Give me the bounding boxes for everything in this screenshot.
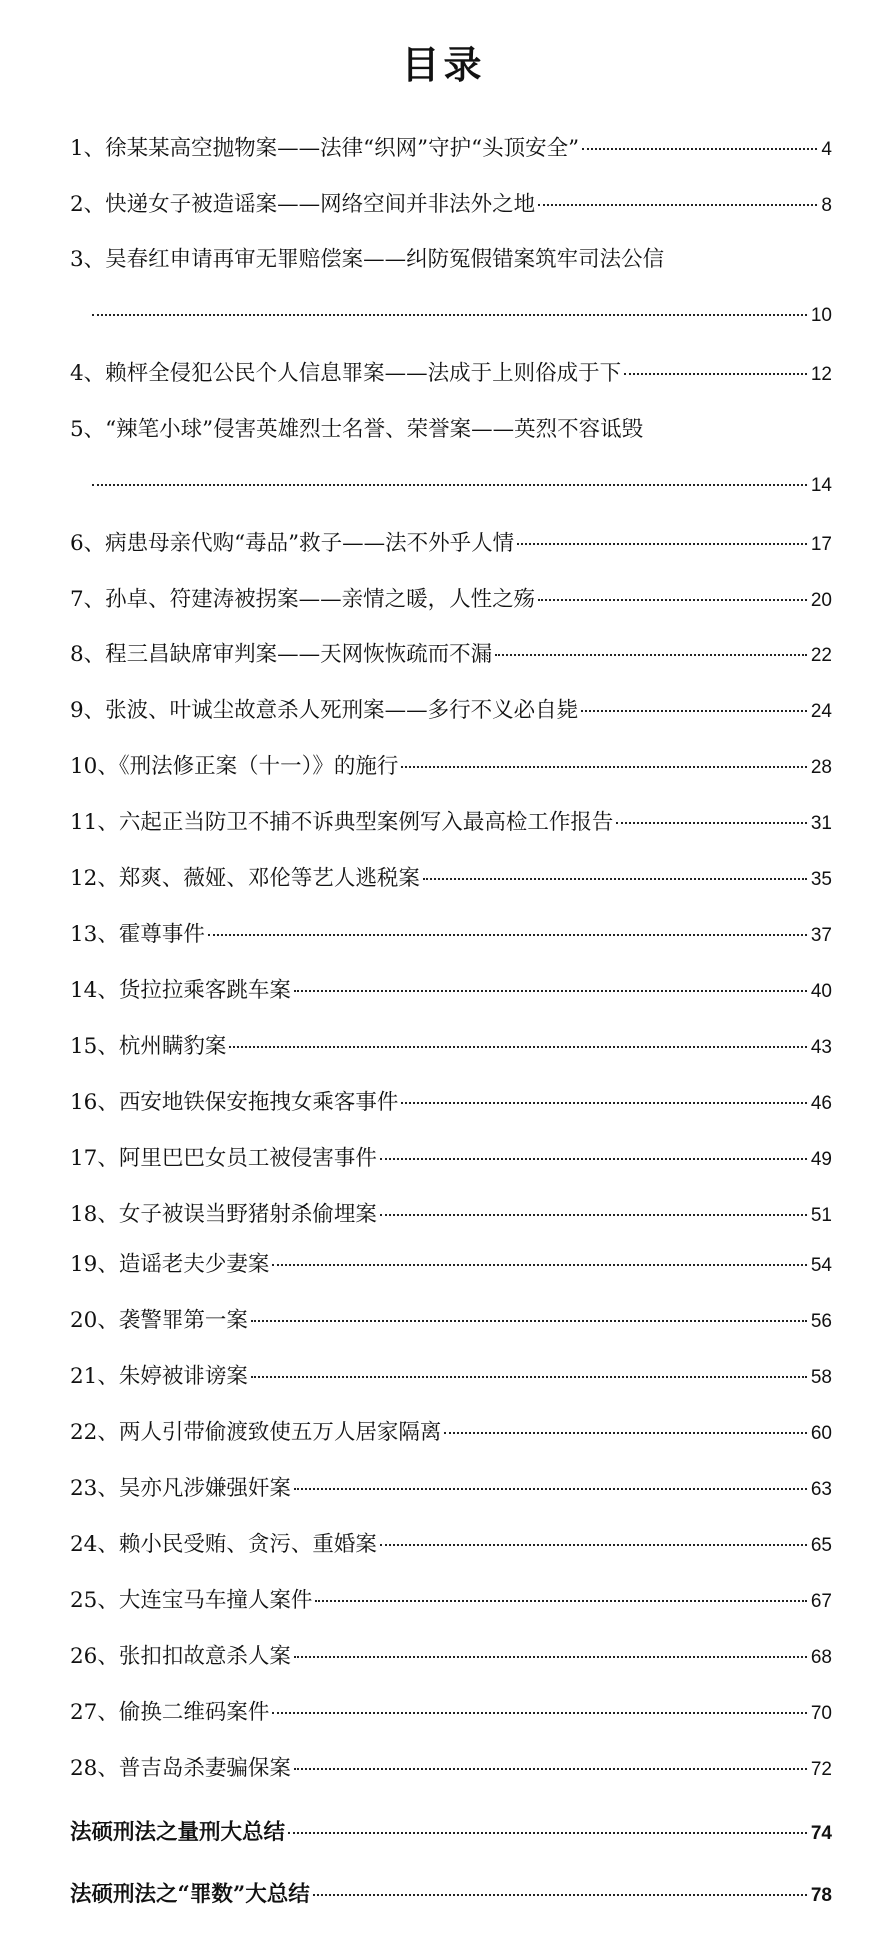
toc-entry-text: 4、赖枰全侵犯公民个人信息罪案——法成于上则俗成于下 bbox=[70, 361, 622, 386]
dot-leader bbox=[251, 1320, 807, 1322]
toc-entry[interactable] bbox=[70, 976, 832, 1007]
toc-entry-page: 58 bbox=[810, 1367, 832, 1388]
toc-entry[interactable] bbox=[70, 1250, 832, 1281]
toc-entry[interactable] bbox=[70, 529, 832, 560]
toc-entry-page: 28 bbox=[810, 757, 832, 778]
toc-entry-page: 17 bbox=[810, 534, 832, 555]
dot-leader bbox=[444, 1432, 806, 1434]
toc-entry-page: 40 bbox=[810, 981, 832, 1002]
dot-leader bbox=[294, 1656, 807, 1658]
dot-leader bbox=[538, 599, 807, 601]
toc-entry[interactable] bbox=[70, 1200, 832, 1231]
toc-entry-text: 10、《刑法修正案（十一）》的施行 bbox=[70, 754, 399, 779]
toc-entry[interactable] bbox=[70, 1698, 832, 1729]
toc-summary-text: 法硕刑法之“罪数”大总结 bbox=[70, 1882, 310, 1907]
toc-entry-page: 68 bbox=[810, 1647, 832, 1668]
toc-entry-page: 46 bbox=[810, 1093, 832, 1114]
toc-entry-text: 19、造谣老夫少妻案 bbox=[70, 1252, 270, 1277]
dot-leader bbox=[616, 822, 806, 824]
page-title: 目录 bbox=[401, 42, 486, 87]
toc-entry-text: 27、偷换二维码案件 bbox=[70, 1700, 270, 1725]
dot-leader bbox=[92, 484, 807, 486]
toc-entry[interactable] bbox=[70, 245, 832, 331]
toc-entry[interactable] bbox=[70, 1032, 832, 1063]
dot-leader bbox=[401, 766, 806, 768]
toc-summary-page: 78 bbox=[810, 1885, 832, 1906]
toc-entry-text: 16、西安地铁保安拖拽女乘客事件 bbox=[70, 1090, 399, 1115]
toc-entry-page: 54 bbox=[810, 1255, 832, 1276]
dot-leader bbox=[92, 314, 807, 316]
toc-summary-text: 法硕刑法之量刑大总结 bbox=[70, 1820, 286, 1845]
dot-leader bbox=[315, 1600, 807, 1602]
toc-entry-text: 8、程三昌缺席审判案——天网恢恢疏而不漏 bbox=[70, 642, 493, 667]
toc-entry[interactable] bbox=[70, 1306, 832, 1337]
toc-entry[interactable] bbox=[70, 640, 832, 671]
toc-entry[interactable] bbox=[70, 696, 832, 727]
dot-leader bbox=[288, 1832, 807, 1834]
toc-entry[interactable] bbox=[70, 864, 832, 895]
dot-leader bbox=[581, 710, 807, 712]
toc-entry[interactable] bbox=[70, 920, 832, 951]
dot-leader bbox=[423, 878, 807, 880]
toc-entry[interactable] bbox=[70, 585, 832, 616]
toc-entry-text: 24、赖小民受贿、贪污、重婚案 bbox=[70, 1532, 377, 1557]
dot-leader bbox=[294, 1768, 807, 1770]
dot-leader bbox=[251, 1376, 807, 1378]
toc-entry[interactable] bbox=[70, 808, 832, 839]
toc-entry-text: 3、吴春红申请再审无罪赔偿案——纠防冤假错案筑牢司法公信 bbox=[70, 247, 665, 272]
dot-leader bbox=[208, 934, 807, 936]
dot-leader bbox=[401, 1102, 806, 1104]
toc-entry-page: 72 bbox=[810, 1759, 832, 1780]
toc-summary-entry[interactable] bbox=[70, 1880, 832, 1911]
dot-leader bbox=[313, 1894, 807, 1896]
dot-leader bbox=[272, 1712, 807, 1714]
toc-entry-page: 10 bbox=[810, 305, 832, 326]
toc-entry-page: 22 bbox=[810, 645, 832, 666]
toc-entry-text: 26、张扣扣故意杀人案 bbox=[70, 1644, 291, 1669]
toc-entry-text: 14、货拉拉乘客跳车案 bbox=[70, 978, 291, 1003]
toc-entry[interactable] bbox=[70, 1586, 832, 1617]
toc-entry[interactable] bbox=[70, 1418, 832, 1449]
toc-entry-text: 13、霍尊事件 bbox=[70, 922, 205, 947]
dot-leader bbox=[229, 1046, 807, 1048]
toc-entry-text: 11、六起正当防卫不捕不诉典型案例写入最高检工作报告 bbox=[70, 810, 614, 835]
toc-entry-text: 20、袭警罪第一案 bbox=[70, 1308, 248, 1333]
toc-entry-text: 7、孙卓、符建涛被拐案——亲情之暖，人性之殇 bbox=[70, 587, 536, 612]
toc-entry-text: 6、病患母亲代购“毒品”救子——法不外乎人情 bbox=[70, 531, 515, 556]
toc-entry-page: 31 bbox=[810, 813, 832, 834]
toc-entry-text: 18、女子被误当野猪射杀偷埋案 bbox=[70, 1202, 377, 1227]
toc-entry-page: 65 bbox=[810, 1535, 832, 1556]
toc-entry[interactable] bbox=[70, 1642, 832, 1673]
toc-entry-page: 51 bbox=[810, 1205, 832, 1226]
toc-entry[interactable] bbox=[70, 1530, 832, 1561]
toc-entry-text: 21、朱婷被诽谤案 bbox=[70, 1364, 248, 1389]
toc-entry-text: 1、徐某某高空抛物案——法律“织网”守护“头顶安全” bbox=[70, 136, 580, 161]
toc-entry[interactable] bbox=[70, 1362, 832, 1393]
toc-summary-page: 74 bbox=[810, 1823, 832, 1844]
toc-entry[interactable] bbox=[70, 190, 832, 221]
dot-leader bbox=[582, 148, 817, 150]
toc-entry-page: 24 bbox=[810, 701, 832, 722]
toc-entry[interactable] bbox=[70, 1754, 832, 1785]
dot-leader bbox=[294, 990, 807, 992]
toc-entry-page: 35 bbox=[810, 869, 832, 890]
toc-entry[interactable] bbox=[70, 1088, 832, 1119]
toc-entry-page: 14 bbox=[810, 475, 832, 496]
toc-entry-page: 43 bbox=[810, 1037, 832, 1058]
toc-entry-text: 12、郑爽、薇娅、邓伦等艺人逃税案 bbox=[70, 866, 420, 891]
dot-leader bbox=[495, 654, 807, 656]
toc-entry-page: 49 bbox=[810, 1149, 832, 1170]
toc-entry-text: 9、张波、叶诚尘故意杀人死刑案——多行不义必自毙 bbox=[70, 698, 579, 723]
dot-leader bbox=[380, 1158, 807, 1160]
toc-entry-page: 20 bbox=[810, 590, 832, 611]
toc-entry-page: 63 bbox=[810, 1479, 832, 1500]
dot-leader bbox=[380, 1214, 807, 1216]
toc-entry-page: 8 bbox=[821, 195, 832, 216]
dot-leader bbox=[272, 1264, 807, 1266]
toc-entry-text: 28、普吉岛杀妻骗保案 bbox=[70, 1756, 291, 1781]
toc-entry-page: 70 bbox=[810, 1703, 832, 1724]
toc-entry[interactable] bbox=[70, 359, 832, 390]
toc-entry-text: 23、吴亦凡涉嫌强奸案 bbox=[70, 1476, 291, 1501]
toc-entry-page: 60 bbox=[810, 1423, 832, 1444]
toc-entry-text: 5、“辣笔小球”侵害英雄烈士名誉、荣誉案——英烈不容诋毁 bbox=[70, 417, 644, 442]
toc-entry[interactable] bbox=[70, 134, 832, 165]
toc-entry-page: 56 bbox=[810, 1311, 832, 1332]
dot-leader bbox=[624, 373, 807, 375]
dot-leader bbox=[517, 543, 807, 545]
toc-entry[interactable] bbox=[70, 752, 832, 783]
toc-entry[interactable] bbox=[70, 415, 832, 501]
toc-entry-page: 4 bbox=[821, 139, 832, 160]
dot-leader bbox=[294, 1488, 807, 1490]
toc-entry[interactable] bbox=[70, 1144, 832, 1175]
toc-entry-page: 12 bbox=[810, 364, 832, 385]
dot-leader bbox=[538, 204, 817, 206]
toc-entry-text: 17、阿里巴巴女员工被侵害事件 bbox=[70, 1146, 377, 1171]
toc-entry-text: 22、两人引带偷渡致使五万人居家隔离 bbox=[70, 1420, 442, 1445]
toc-entry-page: 37 bbox=[810, 925, 832, 946]
dot-leader bbox=[380, 1544, 807, 1546]
toc-entry-text: 15、杭州瞒豹案 bbox=[70, 1034, 227, 1059]
toc-entry[interactable] bbox=[70, 1474, 832, 1505]
toc-entry-text: 25、大连宝马车撞人案件 bbox=[70, 1588, 313, 1613]
toc-summary-entry[interactable] bbox=[70, 1818, 832, 1849]
toc-entry-page: 67 bbox=[810, 1591, 832, 1612]
toc-entry-text: 2、快递女子被造谣案——网络空间并非法外之地 bbox=[70, 192, 536, 217]
